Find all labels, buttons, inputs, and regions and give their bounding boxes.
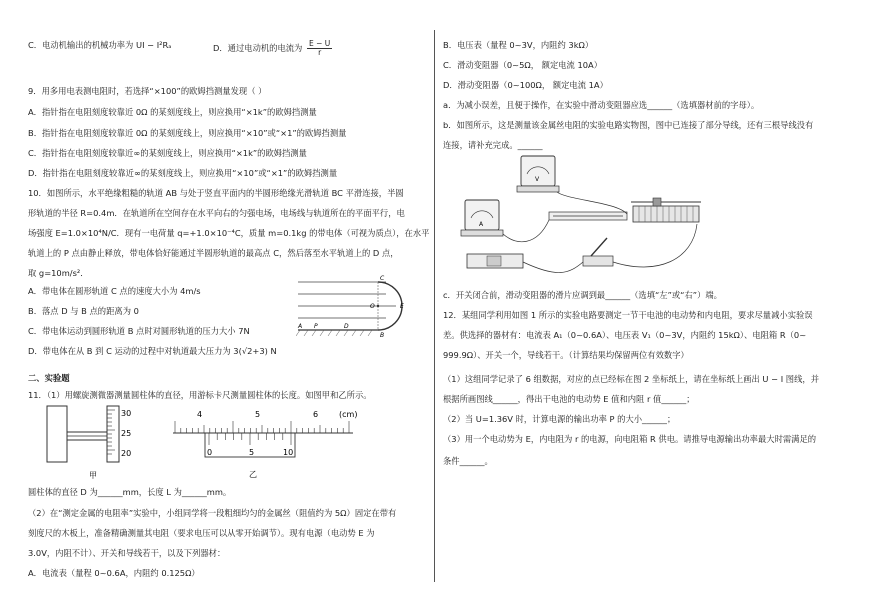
item-c: C．滑动变阻器（0~5Ω， 额定电流 10A） xyxy=(443,60,603,70)
q10-line-4: 轨道上的 P 点由静止释放，带电体恰好能通过半圆形轨道的最高点 C，然后落至水平轨道上的 D 点， xyxy=(28,248,399,258)
part-a: a．为减小误差，且便于操作，在实验中滑动变阻器应选______（选填器材前的字母）。 xyxy=(443,100,760,110)
item-b: B．电压表（量程 0~3V，内阻约 3kΩ） xyxy=(443,40,594,50)
caliper-main-4: 4 xyxy=(197,410,203,419)
label-b: B xyxy=(380,332,385,338)
part-b-line-1: b．如图所示，这是测量该金属丝电阻的实验电路实物图，图中已连接了部分导线，还有三根导线没有 xyxy=(443,120,814,130)
part-b-line-2: 连接，请补充完成。______ xyxy=(443,140,543,150)
label-p: P xyxy=(314,323,318,330)
caliper-main-6: 6 xyxy=(313,410,319,419)
caption-yi: 乙 xyxy=(249,470,257,479)
q9-option-a: A．指针指在电阻刻度较靠近 0Ω 的某刻度线上，则应换用“×1k”的欧姆挡测量 xyxy=(28,107,317,117)
item-a: A．电流表（量程 0~0.6A，内阻约 0.125Ω） xyxy=(28,568,200,578)
q10-option-d: D．带电体在从 B 到 C 运动的过程中对轨道最大压力为 3(√2+3) N xyxy=(28,346,277,356)
part-c: c．开关闭合前，滑动变阻器的滑片应调到最______（选填“左”或“右”）端。 xyxy=(443,290,722,300)
caliper-unit: (cm) xyxy=(339,410,358,419)
q9-option-b: B．指针指在电阻刻度较靠近 0Ω 的某刻度线上，则应换用“×10”或“×1”的欧姆挡测量 xyxy=(28,128,347,138)
q9-stem: 9．用多用电表测电阻时，若选择“×100”的欧姆挡测量发现（ ） xyxy=(28,86,267,96)
q10-option-c: C．带电体运动到圆形轨道 B 点时对圆形轨道的压力大小 7N xyxy=(28,326,250,336)
q11-line-1: 11．（1）用螺旋测微器测量圆柱体的直径，用游标卡尺测量圆柱体的长度。如图甲和乙所示。 xyxy=(28,390,372,400)
section-2-heading: 二、实验题 xyxy=(28,373,70,383)
q11-part2-line-3: 3.0V，内阻不计）、开关和导线若干，以及下列器材： xyxy=(28,548,226,558)
q12-line-3: 999.9Ω）、开关一个，导线若干。（计算结果均保留两位有效数字） xyxy=(443,350,689,360)
q10-option-a: A．带电体在圆形轨道 C 点的速度大小为 4m/s xyxy=(28,286,201,296)
q10-line-2: 形轨道的半径 R=0.4m．在轨道所在空间存在水平向右的匀强电场，电场线与轨道所在的平面平行，电 xyxy=(28,208,405,218)
vernier-0: 0 xyxy=(207,448,213,457)
label-d: D xyxy=(344,323,349,330)
vernier-caliper-figure xyxy=(153,405,363,481)
q8-option-c: C．电动机输出的机械功率为 UI − I²Rₐ xyxy=(28,40,172,50)
label-e: E xyxy=(400,303,404,310)
caliper-main-5: 5 xyxy=(255,410,261,419)
q9-option-c: C．指针指在电阻刻度较靠近∞的某刻度线上，则应换用“×1k”的欧姆挡测量 xyxy=(28,148,307,158)
vernier-10: 10 xyxy=(283,448,294,457)
micrometer-tick-20: 20 xyxy=(121,449,132,458)
q12-part3-line-1: （3）用一个电动势为 E，内电阻为 r 的电源，向电阻箱 R 供电。请推导电源输出功率最大时需满足的 xyxy=(443,434,817,444)
q10-line-3: 场强度 E=1.0×10⁴N/C．现有一电荷量 q=+1.0×10⁻⁴C，质量 m=0.1kg 的带电体（可视为质点），在水平 xyxy=(28,228,430,238)
q10-line-5: 取 g=10m/s²． xyxy=(28,268,89,278)
q11-part2-line-2: 刻度尺的木板上，准备精确测量其电阻（要求电压可以从零开始调节）。现有电源（电动势 E 为 xyxy=(28,528,375,538)
q10-option-b: B．落点 D 与 B 点的距离为 0 xyxy=(28,306,139,316)
column-divider xyxy=(434,30,435,582)
q12-part3-line-2: 条件______。 xyxy=(443,456,493,466)
q12-line-2: 差。供选择的器材有：电流表 A₁（0~0.6A）、电压表 V₁（0~3V，内阻约 15kΩ）、电阻箱 R（0~ xyxy=(443,330,807,340)
fraction: $\frac{E - U}{r}$ xyxy=(309,39,331,57)
item-d: D．滑动变阻器（0~100Ω， 额定电流 1A） xyxy=(443,80,608,90)
q8-option-d: D．通过电动机的电流为 $\frac{E - U}{r}$ xyxy=(213,39,331,57)
circuit-apparatus-figure xyxy=(457,150,707,280)
caption-jia: 甲 xyxy=(89,471,97,480)
micrometer-tick-30: 30 xyxy=(121,409,132,418)
q10-track-figure xyxy=(296,272,426,338)
q12-line-1: 12．某组同学利用如图 1 所示的实验电路要测定一节干电池的电动势和内电阻，要求尽量减小实验误 xyxy=(443,310,813,320)
q12-part1-line-1: （1）这组同学记录了 6 组数据，对应的点已经标在图 2 坐标纸上，请在坐标纸上画出 U − I 图线，并 xyxy=(443,374,819,384)
q9-option-d: D．指针指在电阻刻度较靠近∞的某刻度线上，则应换用“×10”或“×1”的欧姆挡测量 xyxy=(28,168,338,178)
vernier-5: 5 xyxy=(249,448,255,457)
q10-line-1: 10．如图所示，水平绝缘粗糙的轨道 AB 与处于竖直平面内的半圆形绝缘光滑轨道 BC 平滑连接，半圆 xyxy=(28,188,404,198)
voltmeter-label: V xyxy=(535,176,540,183)
q11-part2-line-1: （2）在“测定金属的电阻率”实验中，小组同学将一段粗细均匀的金属丝（阻值约为 5Ω）固定在带有 xyxy=(28,508,397,518)
label-a: A xyxy=(298,323,303,330)
q12-part2: （2）当 U=1.36V 时，计算电源的输出功率 P 的大小______； xyxy=(443,414,676,424)
label-o: O xyxy=(370,303,375,310)
q12-part1-line-2: 根据所画图线______，得出干电池的电动势 E 值和内阻 r 值______； xyxy=(443,394,695,404)
q11-answer-line: 圆柱体的直径 D 为______mm，长度 L 为______mm。 xyxy=(28,487,232,497)
ammeter-label: A xyxy=(479,221,484,228)
micrometer-tick-25: 25 xyxy=(121,429,132,438)
micrometer-figure xyxy=(43,402,143,482)
label-c: C xyxy=(380,275,385,282)
